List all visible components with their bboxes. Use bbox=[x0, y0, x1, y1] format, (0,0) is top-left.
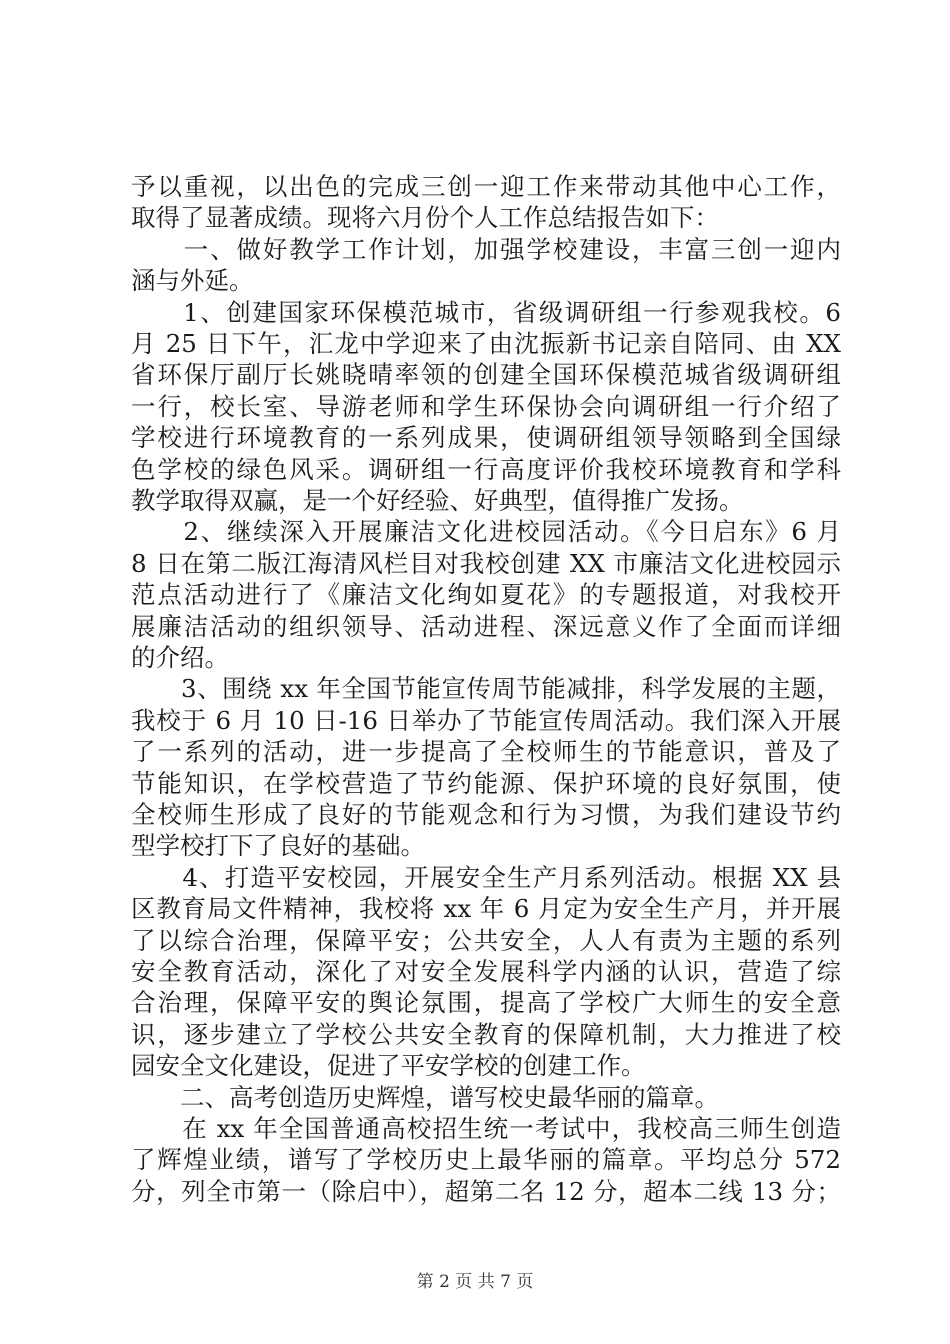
text-line: 安全教育活动，深化了对安全发展科学内涵的认识，营造了综 bbox=[131, 957, 841, 986]
text-line: 全校师生形成了良好的节能观念和行为习惯，为我们建设节约 bbox=[131, 800, 841, 829]
text-line: 3、围绕 xx 年全国节能宣传周节能减排，科学发展的主题， bbox=[131, 674, 841, 704]
text-line: 展廉洁活动的组织领导、活动进程、深远意义作了全面而详细 bbox=[131, 611, 841, 641]
text-line: 分，列全市第一（除启中），超第二名 12 分，超本二线 13 分； bbox=[131, 1176, 841, 1206]
text-line: 我校于 6 月 10 日-16 日举办了节能宣传周活动。我们深入开展 bbox=[131, 705, 841, 735]
text-line: 型学校打下了良好的基础。 bbox=[131, 831, 425, 861]
text-line: 了一系列的活动，进一步提高了全校师生的节能意识，普及了 bbox=[131, 737, 841, 767]
text-line: 学校进行环境教育的一系列成果，使调研组领导领略到全国绿 bbox=[131, 423, 841, 453]
text-line: 了以综合治理，保障平安；公共安全，人人有责为主题的系列 bbox=[131, 925, 841, 955]
text-line: 予以重视，以出色的完成三创一迎工作来带动其他中心工作， bbox=[131, 172, 841, 201]
text-line: 识，逐步建立了学校公共安全教育的保障机制，大力推进了校 bbox=[131, 1019, 841, 1049]
text-line: 范点活动进行了《廉洁文化绚如夏花》的专题报道，对我校开 bbox=[131, 580, 841, 610]
text-line: 了辉煌业绩，谱写了学校历史上最华丽的篇章。平均总分 572 bbox=[131, 1145, 841, 1175]
text-line: 省环保厅副厅长姚晓晴率领的创建全国环保模范城省级调研组 bbox=[131, 360, 841, 390]
text-line: 合治理，保障平安的舆论氛围，提高了学校广大师生的安全意 bbox=[131, 988, 841, 1018]
text-line: 涵与外延。 bbox=[131, 266, 254, 296]
text-line: 月 25 日下午，汇龙中学迎来了由沈振新书记亲自陪同、由 XX bbox=[131, 329, 841, 358]
page-footer: 第 2 页 共 7 页 bbox=[416, 1272, 534, 1292]
text-line: 色学校的绿色风采。调研组一行高度评价我校环境教育和学科 bbox=[131, 454, 841, 484]
text-line: 二、高考创造历史辉煌，谱写校史最华丽的篇章。 bbox=[131, 1082, 719, 1112]
text-line: 取得了显著成绩。现将六月份个人工作总结报告如下： bbox=[131, 203, 719, 233]
text-line: 1、创建国家环保模范城市，省级调研组一行参观我校。6 bbox=[131, 297, 841, 327]
text-line: 的介绍。 bbox=[131, 643, 229, 672]
text-line: 园安全文化建设，促进了平安学校的创建工作。 bbox=[131, 1051, 646, 1081]
text-line: 8 日在第二版江海清风栏目对我校创建 XX 市廉洁文化进校园示 bbox=[131, 548, 841, 578]
text-line: 一、做好教学工作计划，加强学校建设，丰富三创一迎内 bbox=[131, 234, 841, 264]
text-line: 2、继续深入开展廉洁文化进校园活动。《今日启东》6 月 bbox=[131, 517, 841, 547]
text-line: 4、打造平安校园，开展安全生产月系列活动。根据 XX 县 bbox=[131, 862, 841, 892]
text-line: 一行，校长室、导游老师和学生环保协会向调研组一行介绍了 bbox=[131, 391, 841, 421]
text-line: 在 xx 年全国普通高校招生统一考试中，我校高三师生创造 bbox=[131, 1114, 841, 1143]
text-line: 教学取得双赢，是一个好经验、好典型，值得推广发扬。 bbox=[131, 486, 744, 515]
text-line: 节能知识，在学校营造了节约能源、保护环境的良好氛围，使 bbox=[131, 768, 841, 798]
text-line: 区教育局文件精神，我校将 xx 年 6 月定为安全生产月，并开展 bbox=[131, 894, 841, 924]
